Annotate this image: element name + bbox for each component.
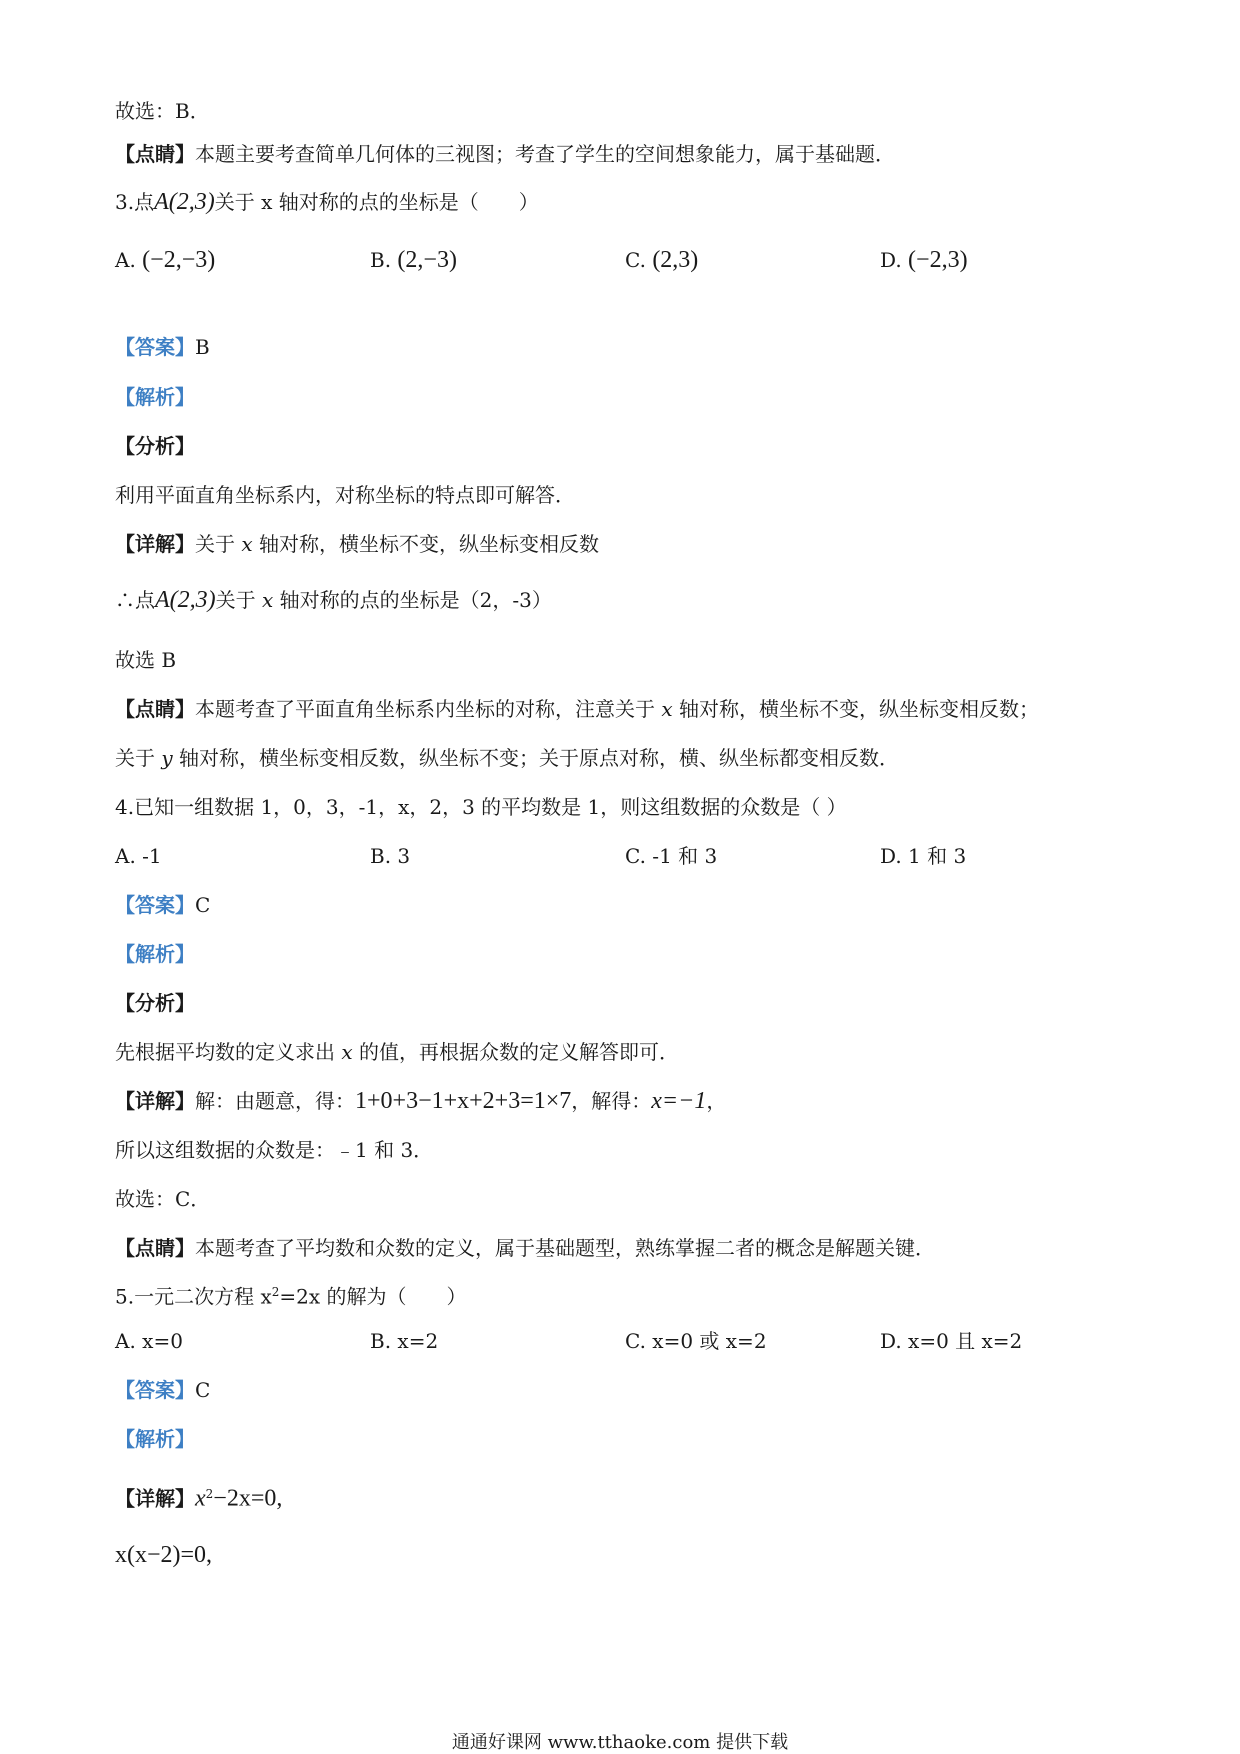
q5-xiangjie: 【详解】$x^2-2x=0$,: [115, 1485, 283, 1512]
q5-factor: x(x−2)=0,: [115, 1542, 213, 1568]
q3-jiexi: 【解析】: [115, 385, 195, 409]
q4-answer: 【答案】C: [115, 893, 211, 917]
page-footer: 通通好课网 www.tthaoke.com 提供下载: [451, 1732, 789, 1753]
q4-jiexi: 【解析】: [115, 942, 195, 966]
line-dianjing-2: 【点睛】本题主要考查简单几何体的三视图；考查了学生的空间想象能力，属于基础题．: [115, 142, 895, 166]
question-3-stem: 3.点A(2,3)关于 x 轴对称的点的坐标是（ ）: [115, 189, 539, 215]
q4-option-a: A. -1: [115, 844, 162, 868]
question-4-stem: 4.已知一组数据 1，0，3，-1，x，2，3 的平均数是 1，则这组数据的众数是（ ）: [115, 795, 847, 819]
q4-fenxi-tag: 【分析】: [115, 991, 195, 1015]
q3-answer: 【答案】B: [115, 335, 210, 359]
question-5-stem: 5.一元二次方程 $x^2=2x$ 的解为（ ）: [115, 1284, 467, 1309]
q3-option-d: D. (−2,3): [880, 247, 968, 273]
q5-answer: 【答案】C: [115, 1378, 211, 1402]
q5-option-d: D. x=0 且 x=2: [880, 1329, 1023, 1353]
q4-option-b: B. 3: [370, 844, 411, 868]
q4-option-d: D. 1 和 3: [880, 844, 967, 868]
q5-option-a: A. x=0: [115, 1329, 183, 1353]
q3-option-c: C. (2,3): [625, 247, 699, 273]
q4-fenxi-text: 先根据平均数的定义求出 x 的值，再根据众数的定义解答即可．: [115, 1040, 679, 1064]
q3-option-a: A. (−2,−3): [115, 247, 216, 273]
q4-choose: 故选：C．: [115, 1187, 211, 1211]
q3-choose: 故选 B: [115, 648, 177, 672]
q3-dianjing-1: 【点睛】本题考查了平面直角坐标系内坐标的对称，注意关于 x 轴对称，横坐标不变，纵坐标变相反数；: [115, 697, 1039, 721]
q3-dianjing-2: 关于 y 轴对称，横坐标变相反数，纵坐标不变；关于原点对称，横、纵坐标都变相反数．: [115, 746, 900, 770]
q3-therefore: ∴点A(2,3)关于 x 轴对称的点的坐标是（2，-3）: [115, 587, 552, 613]
q3-option-b: B. (2,−3): [370, 247, 457, 273]
q4-xiangjie: 【详解】解：由题意，得：1+0+3−1+x+2+3=1×7，解得：x=−1，: [115, 1088, 727, 1114]
q5-option-b: B. x=2: [370, 1329, 439, 1353]
q5-jiexi: 【解析】: [115, 1427, 195, 1451]
q4-option-c: C. -1 和 3: [625, 844, 718, 868]
q3-fenxi-tag: 【分析】: [115, 434, 195, 458]
line-choose-b: 故选：B．: [115, 99, 210, 123]
q5-option-c: C. x=0 或 x=2: [625, 1329, 767, 1353]
q4-dianjing: 【点睛】本题考查了平均数和众数的定义，属于基础题型，熟练掌握二者的概念是解题关键．: [115, 1236, 935, 1260]
q4-so: 所以这组数据的众数是：﹣1 和 3．: [115, 1138, 434, 1162]
q3-fenxi-text: 利用平面直角坐标系内，对称坐标的特点即可解答．: [115, 483, 575, 507]
q3-xiangjie: 【详解】关于 x 轴对称，横坐标不变，纵坐标变相反数: [115, 532, 599, 556]
